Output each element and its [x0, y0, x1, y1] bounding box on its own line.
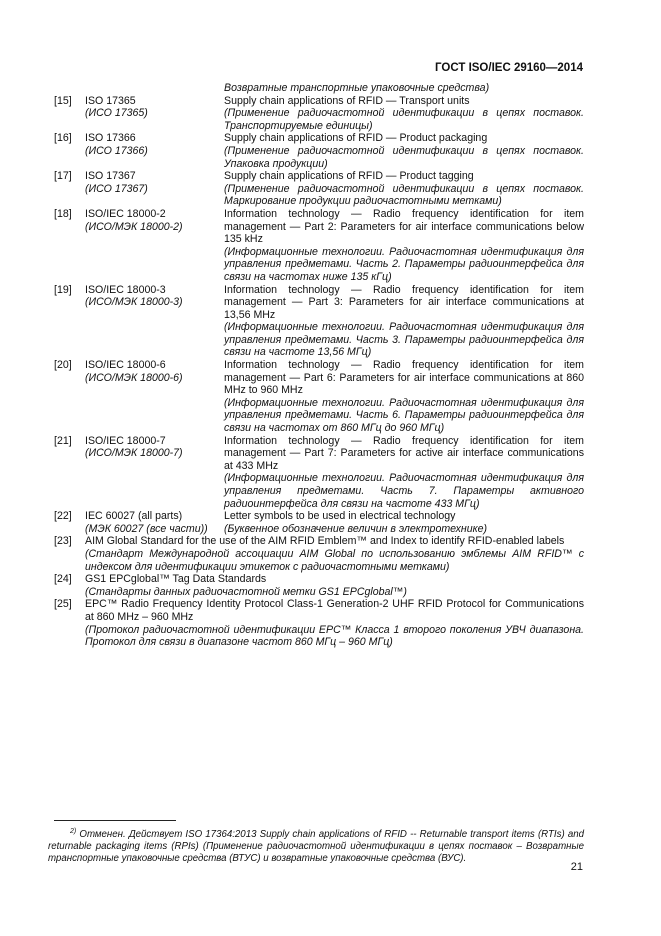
- reference-title: [85, 535, 584, 573]
- reference-number: [21]: [54, 434, 72, 447]
- reference-title: [224, 359, 584, 435]
- reference-number: [15]: [54, 94, 72, 107]
- reference-item: [54, 598, 584, 648]
- reference-code: [85, 132, 224, 170]
- reference-item: [54, 132, 584, 170]
- reference-item: [54, 284, 584, 360]
- continuation-text: Возвратные транспортные упаковочные средства): [224, 82, 490, 94]
- reference-title-ru: (Информационные технологии. Радиочастотная идентификация для управления предметами. Часть 3. Параметры радиоинтерфейса для связи на частоте 13,56 МГц): [224, 321, 584, 359]
- reference-item: [54, 359, 584, 435]
- reference-list: [54, 95, 584, 536]
- reference-code-en: ISO/IEC 18000-6: [85, 359, 166, 372]
- reference-item: [54, 208, 584, 284]
- reference-title: [224, 95, 584, 133]
- reference-number: [24]: [54, 573, 72, 586]
- reference-code-en: ISO/IEC 18000-7: [85, 434, 166, 447]
- reference-number: [25]: [54, 598, 72, 611]
- footnote-mark: 2): [70, 828, 77, 835]
- reference-title: [224, 132, 584, 170]
- reference-title-en: EPC™ Radio Frequency Identity Protocol Class-1 Generation-2 UHF RFID Protocol for Communications at 860 MHz – 960 MHz: [85, 598, 584, 623]
- reference-title: [224, 284, 584, 360]
- reference-code: [85, 208, 224, 284]
- reference-title-ru: (Информационные технологии. Радиочастотная идентификация для управления предметами. Часть 6. Параметры радиоинтерфейса для связи на частотах от 860 МГц до 960 МГц): [224, 396, 584, 435]
- reference-code-ru: (ИСО/МЭК 18000-2): [85, 220, 183, 233]
- reference-code-ru: (ИСО 17366): [85, 144, 148, 157]
- reference-item: [54, 510, 584, 535]
- reference-title-en: Supply chain applications of RFID — Product tagging: [224, 170, 474, 183]
- footnote-divider: [54, 820, 176, 821]
- reference-title-ru: (Стандарт Международной ассоциации AIM Global по использованию эмблемы AIM RFID™ с индексом для идентификации этикеток с радиочастотными метками): [85, 547, 584, 573]
- reference-code-ru: (ИСО/МЭК 18000-3): [85, 296, 183, 309]
- reference-item: [54, 435, 584, 511]
- reference-title-en: GS1 EPCglobal™ Tag Data Standards: [85, 573, 267, 586]
- reference-title-en: Information technology — Radio frequency identification for item management — Part 3: Parameters for air interface communications at 13,56 MHz: [224, 283, 584, 321]
- reference-title: [224, 435, 584, 511]
- reference-title-ru: (Стандарты данных радиочастотной метки GS1 EPCglobal™): [85, 585, 407, 598]
- reference-code-en: ISO 17365: [85, 94, 136, 107]
- reference-item: [54, 535, 584, 573]
- reference-item: [54, 170, 584, 208]
- reference-title-en: Letter symbols to be used in electrical technology: [224, 510, 456, 523]
- reference-title-en: Information technology — Radio frequency identification for item management — Part 7: Parameters for active air interface communications at 433 MHz: [224, 434, 584, 472]
- reference-code-en: ISO/IEC 18000-2: [85, 207, 166, 220]
- reference-title: [85, 598, 584, 648]
- reference-title: [85, 573, 584, 598]
- reference-item: [54, 573, 584, 598]
- reference-code-ru: (ИСО 17365): [85, 107, 148, 120]
- reference-title-ru: (Информационные технологии. Радиочастотная идентификация для управления предметами. Часть 2. Параметры радиоинтерфейса для связи на частотах ниже 135 кГц): [224, 245, 584, 283]
- footnote: [48, 826, 584, 865]
- reference-code-en: ISO 17366: [85, 132, 136, 145]
- reference-title-en: Information technology — Radio frequency identification for item management — Part 6: Parameters for air interface communications at 860 MHz to 960 MHz: [224, 359, 584, 397]
- reference-code: [85, 284, 224, 360]
- reference-code-ru: (МЭК 60027 (все части)): [85, 522, 208, 535]
- reference-code-ru: (ИСО 17367): [85, 182, 148, 195]
- reference-code: [85, 510, 224, 535]
- reference-number: [18]: [54, 207, 72, 220]
- bibliography: [54, 82, 584, 649]
- reference-item: [54, 95, 584, 133]
- reference-number: [19]: [54, 283, 72, 296]
- reference-title-en: Information technology — Radio frequency identification for item management — Part 2: Parameters for air interface communications below 135 kHz: [224, 207, 584, 246]
- reference-code-ru: (ИСО/МЭК 18000-6): [85, 371, 183, 384]
- reference-title: [224, 170, 584, 208]
- reference-title-en: Supply chain applications of RFID — Transport units: [224, 94, 470, 107]
- reference-code-en: ISO/IEC 18000-3: [85, 283, 166, 296]
- reference-code: [85, 95, 224, 133]
- reference-number: [17]: [54, 170, 72, 183]
- reference-code: [85, 359, 224, 435]
- reference-code-ru: (ИСО/МЭК 18000-7): [85, 447, 183, 460]
- reference-code-en: IEC 60027 (all parts): [85, 510, 183, 523]
- page-number: 21: [570, 861, 583, 873]
- wide-reference-list: [54, 535, 584, 648]
- reference-title-ru: (Применение радиочастотной идентификации в цепях поставок. Упаковка продукции): [224, 144, 584, 170]
- reference-title-ru: (Буквенное обозначение величин в электротехнике): [224, 522, 488, 535]
- reference-title-ru: (Применение радиочастотной идентификации в цепях поставок. Транспортируемые единицы): [224, 107, 584, 132]
- reference-number: [22]: [54, 510, 72, 523]
- reference-title-en: Supply chain applications of RFID — Product packaging: [224, 132, 488, 145]
- reference-number: [16]: [54, 132, 72, 145]
- reference-code: [85, 170, 224, 208]
- standard-header: ГОСТ ISO/IEC 29160—2014: [435, 62, 583, 74]
- reference-number: [20]: [54, 359, 72, 372]
- reference-title-ru: (Информационные технологии. Радиочастотная идентификация для управления предметами. Часть 7. Параметры активного радиоинтерфейса для связи на частоте 433 МГц): [224, 472, 584, 510]
- footnote-text: Отменен. Действует ISO 17364:2013 Supply chain applications of RFID -- Returnable transport items (RTIs) and returnable packaging items (RPIs) (Применение радиочастотной идентификации в цепях поставок – Возвратные транспортные упаковочные средства (ВТУС) и возвратные упаковочные средства (ВУС).: [48, 829, 584, 865]
- reference-code: [85, 435, 224, 511]
- reference-title-ru: (Применение радиочастотной идентификации в цепях поставок. Маркирование продукции радиочастотными метками): [224, 182, 584, 208]
- reference-title: [224, 510, 584, 535]
- reference-number: [23]: [54, 535, 72, 548]
- reference-title-en: AIM Global Standard for the use of the AIM RFID Emblem™ and Index to identify RFID-enabled labels: [85, 535, 565, 548]
- reference-code-en: ISO 17367: [85, 170, 136, 183]
- reference-title-ru: (Протокол радиочастотной идентификации EPC™ Класса 1 второго поколения УВЧ диапазона. Протокол для связи в диапазоне частот 860 МГц – 960 МГц): [85, 623, 584, 649]
- reference-title: [224, 208, 584, 284]
